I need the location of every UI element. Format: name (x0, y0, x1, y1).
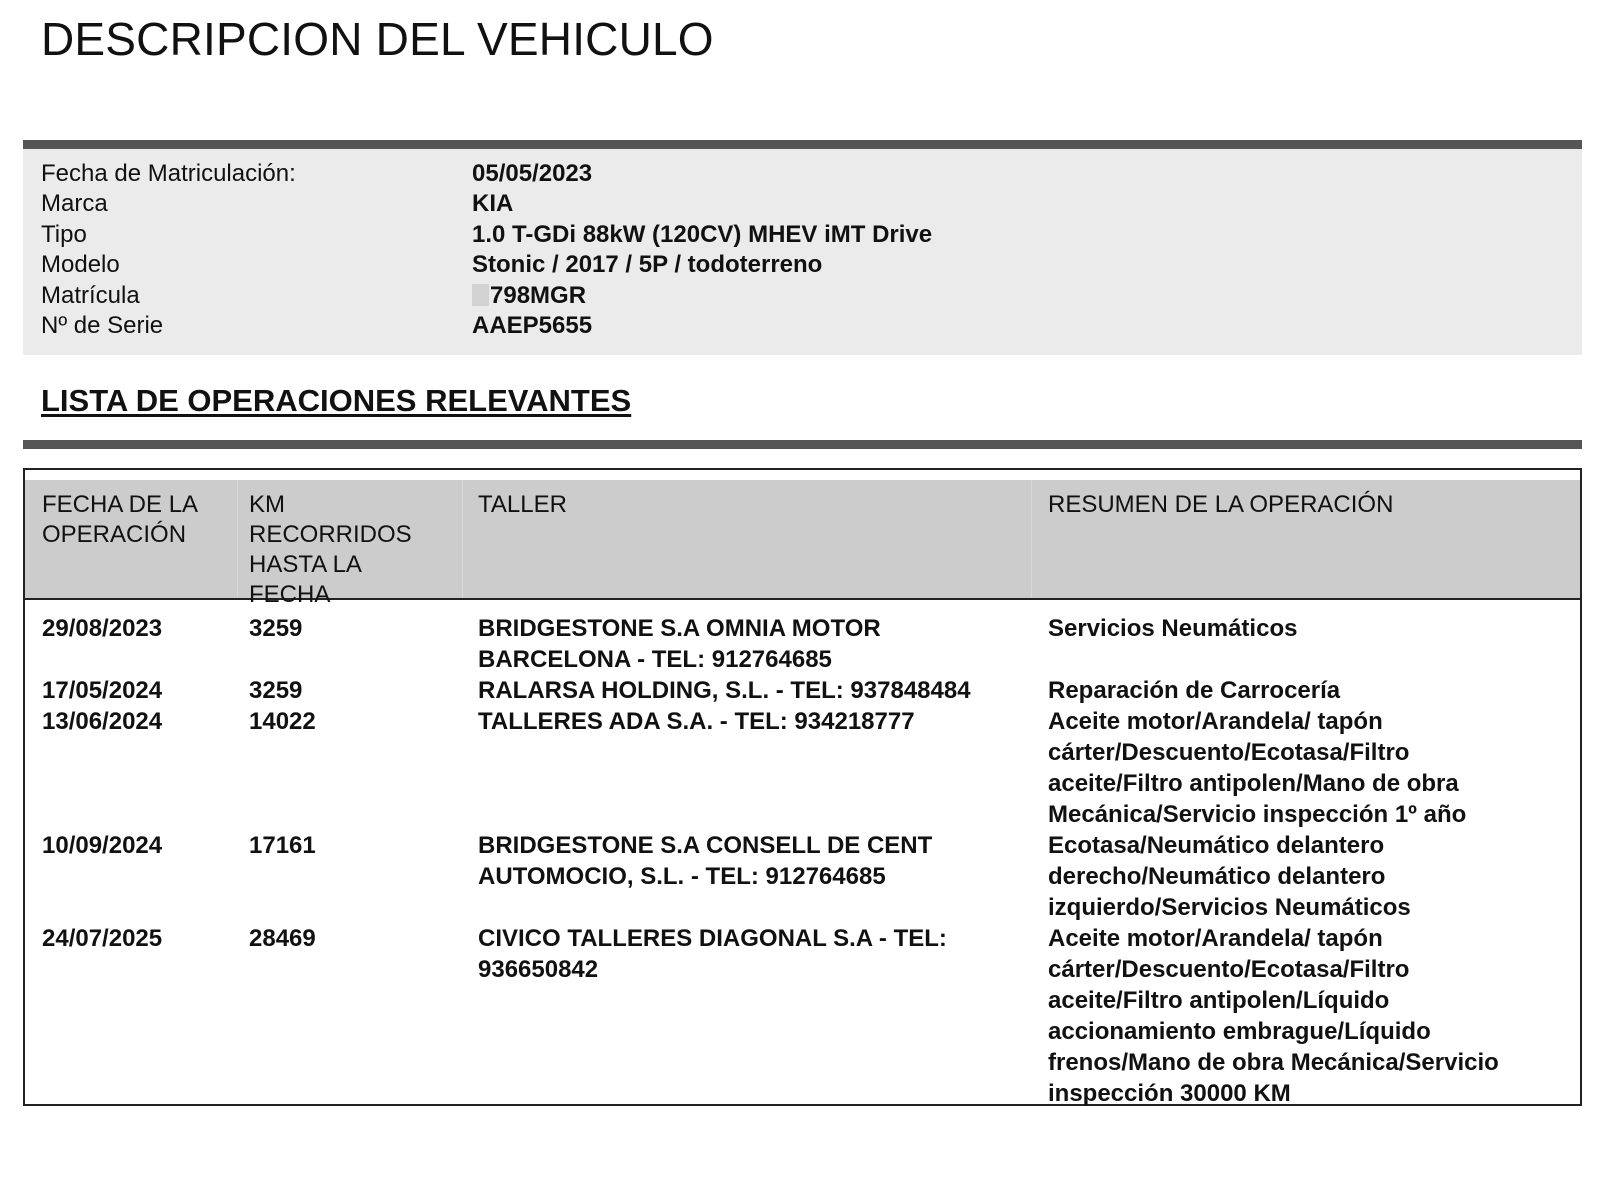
summary-line: izquierdo/Servicios Neumáticos (1048, 894, 1411, 921)
cell-summary (1048, 706, 1466, 830)
summary-line: frenos/Mano de obra Mecánica/Servicio (1048, 1049, 1499, 1076)
vehicle-row-plate (23, 280, 1582, 311)
cell-workshop (478, 923, 947, 985)
workshop-line: 936650842 (478, 956, 599, 983)
header-text: OPERACIÓN (42, 521, 187, 548)
vehicle-details-panel (23, 149, 1582, 355)
section-divider-top (23, 140, 1582, 149)
vehicle-row-model (23, 249, 1582, 280)
summary-line: cárter/Descuento/Ecotasa/Filtro (1048, 956, 1410, 983)
cell-km: 3259 (249, 677, 303, 704)
workshop-line: BRIDGESTONE S.A OMNIA MOTOR (478, 615, 881, 642)
vehicle-value: 05/05/2023 (472, 160, 593, 187)
vehicle-label: Tipo (41, 221, 87, 248)
summary-line: Aceite motor/Arandela/ tapón (1048, 708, 1383, 735)
cell-workshop (478, 706, 915, 737)
cell-workshop (478, 675, 971, 706)
vehicle-row-registration-date (23, 158, 1582, 189)
section-divider-mid (23, 440, 1582, 449)
header-km (249, 490, 412, 610)
cell-date: 13/06/2024 (42, 708, 163, 735)
summary-line: Aceite motor/Arandela/ tapón (1048, 925, 1383, 952)
vehicle-value-plate (472, 280, 586, 311)
operations-section-title: LISTA DE OPERACIONES RELEVANTES (41, 383, 632, 418)
workshop-line: BARCELONA - TEL: 912764685 (478, 646, 832, 673)
redaction-mask (472, 284, 489, 306)
vehicle-label: Fecha de Matriculación: (41, 160, 296, 187)
workshop-line: CIVICO TALLERES DIAGONAL S.A - TEL: (478, 925, 947, 952)
summary-line: inspección 30000 KM (1048, 1080, 1291, 1107)
header-text: TALLER (478, 491, 567, 518)
vehicle-label: Nº de Serie (41, 312, 164, 339)
header-text: HASTA LA (249, 551, 362, 578)
cell-date: 29/08/2023 (42, 615, 163, 642)
cell-km: 28469 (249, 925, 316, 952)
cell-workshop (478, 830, 932, 892)
header-date (42, 490, 198, 550)
summary-line: Mecánica/Servicio inspección 1º año (1048, 801, 1467, 828)
cell-summary (1048, 613, 1297, 644)
workshop-line: RALARSA HOLDING, S.L. - TEL: 937848484 (478, 677, 971, 704)
cell-km: 3259 (249, 615, 303, 642)
vehicle-value: KIA (472, 190, 514, 217)
vehicle-label: Modelo (41, 251, 120, 278)
plate-number: 798MGR (490, 282, 587, 309)
cell-date: 24/07/2025 (42, 925, 163, 952)
vehicle-label: Matrícula (41, 282, 140, 309)
summary-line: accionamiento embrague/Líquido (1048, 1018, 1431, 1045)
vehicle-value: Stonic / 2017 / 5P / todoterreno (472, 251, 823, 278)
header-column-separator (462, 480, 463, 598)
vehicle-row-serial (23, 310, 1582, 341)
vehicle-row-brand (23, 188, 1582, 219)
header-text: RESUMEN DE LA OPERACIÓN (1048, 491, 1394, 518)
header-summary (1048, 490, 1393, 520)
cell-summary (1048, 675, 1340, 706)
cell-workshop (478, 613, 881, 675)
operations-table (23, 468, 1582, 1106)
cell-summary (1048, 830, 1411, 923)
header-column-separator (1031, 480, 1032, 598)
operations-table-header (25, 480, 1580, 608)
header-text: FECHA DE LA (42, 491, 199, 518)
cell-date: 10/09/2024 (42, 832, 163, 859)
summary-line: aceite/Filtro antipolen/Mano de obra (1048, 770, 1459, 797)
summary-line: Servicios Neumáticos (1048, 615, 1298, 642)
vehicle-row-type (23, 219, 1582, 250)
workshop-line: TALLERES ADA S.A. - TEL: 934218777 (478, 708, 915, 735)
workshop-line: BRIDGESTONE S.A CONSELL DE CENT (478, 832, 933, 859)
summary-line: Ecotasa/Neumático delantero (1048, 832, 1385, 859)
cell-date: 17/05/2024 (42, 677, 163, 704)
cell-summary (1048, 923, 1499, 1109)
header-text: KM (249, 491, 285, 518)
vehicle-value: 1.0 T-GDi 88kW (120CV) MHEV iMT Drive (472, 221, 933, 248)
summary-line: Reparación de Carrocería (1048, 677, 1341, 704)
header-workshop (478, 490, 567, 520)
summary-line: cárter/Descuento/Ecotasa/Filtro (1048, 739, 1410, 766)
summary-line: derecho/Neumático delantero (1048, 863, 1386, 890)
workshop-line: AUTOMOCIO, S.L. - TEL: 912764685 (478, 863, 886, 890)
cell-km: 14022 (249, 708, 316, 735)
header-column-separator (237, 480, 238, 598)
summary-line: aceite/Filtro antipolen/Líquido (1048, 987, 1390, 1014)
cell-km: 17161 (249, 832, 316, 859)
header-text: RECORRIDOS (249, 521, 412, 548)
vehicle-label: Marca (41, 190, 108, 217)
header-text: FECHA (249, 581, 331, 608)
vehicle-value: AAEP5655 (472, 312, 593, 339)
document-title: DESCRIPCION DEL VEHICULO (41, 13, 714, 65)
